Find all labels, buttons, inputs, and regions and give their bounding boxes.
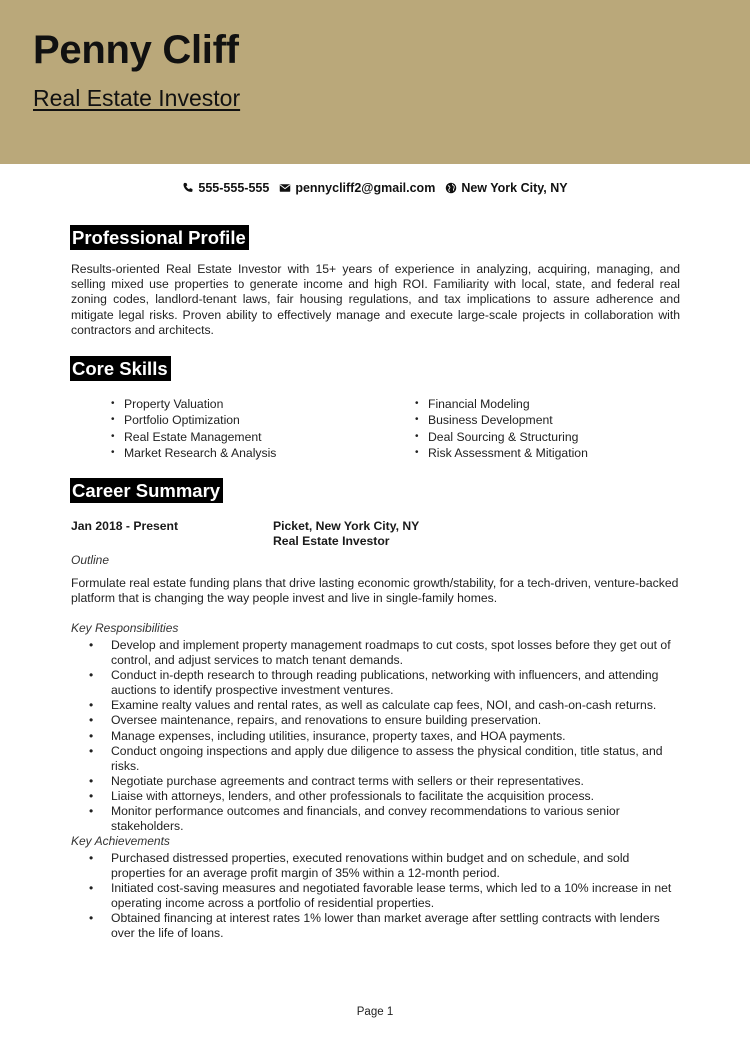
achievements-label: Key Achievements — [71, 834, 170, 848]
header-banner — [0, 0, 750, 164]
job-date: Jan 2018 - Present — [71, 519, 179, 533]
contact-location — [445, 181, 567, 195]
list-item: • Purchased distressed properties, executed renovations within budget and on schedule, and sold properties for an average profit margin of 35% within a 12-month period. — [111, 851, 683, 881]
candidate-role: Real Estate Investor — [33, 85, 241, 111]
skills-list-right — [415, 396, 588, 462]
section-title-profile: Professional Profile — [70, 225, 249, 250]
profile-text: Results-oriented Real Estate Investor with 15+ years of experience in analyzing, acquiring, managing, and selling mixed use properties to generate income and high ROI. Familiarity with local, state, and federal real zoning codes, landlord-tenant laws, fair housing regulations, and tax implications to assure adherence and mitigate legal risks. Proven ability to effectively manage and execute large-scale projects in collaboration with contractors and architects. — [71, 262, 680, 337]
phone-number: 555-555-555 — [198, 181, 270, 195]
job-title: Real Estate Investor — [273, 534, 390, 548]
list-item: • Initiated cost-saving measures and negotiated favorable lease terms, which led to a 10% increase in net operating income across a portfolio of residential properties. — [111, 881, 683, 911]
list-item: • Obtained financing at interest rates 1% lower than market average after settling contracts with lenders over the life of loans. — [111, 911, 683, 941]
skill-item: • Business Development — [415, 412, 588, 428]
responsibilities-label: Key Responsibilities — [71, 621, 179, 635]
skill-item: • Real Estate Management — [111, 429, 276, 445]
page-number: Page 1 — [356, 1006, 394, 1018]
section-title-career: Career Summary — [70, 478, 223, 503]
candidate-name: Penny Cliff — [33, 28, 239, 72]
list-item: • Manage expenses, including utilities, insurance, property taxes, and HOA payments. — [111, 729, 683, 744]
list-item: • Oversee maintenance, repairs, and renovations to ensure building preservation. — [111, 713, 683, 728]
skill-item: • Market Research & Analysis — [111, 445, 276, 461]
skill-item: • Risk Assessment & Mitigation — [415, 445, 588, 461]
envelope-icon — [279, 182, 291, 194]
contact-bar — [0, 181, 750, 195]
job-company: Picket, New York City, NY — [273, 519, 420, 533]
outline-text: Formulate real estate funding plans that drive lasting economic growth/stability, for a tech-driven, venture-backed platform that is changing the way people invest and live in single-family homes. — [71, 576, 679, 606]
list-item: • Conduct in-depth research to through reading publications, networking with influencers, and attending auctions to identify prospective investment ventures. — [111, 668, 683, 698]
skill-item: • Property Valuation — [111, 396, 276, 412]
location-text: New York City, NY — [461, 181, 568, 195]
list-item: • Develop and implement property management roadmaps to cut costs, spot losses before they get out of control, and adjust services to match tenant demands. — [111, 638, 683, 668]
skill-item: • Financial Modeling — [415, 396, 588, 412]
list-item: • Examine realty values and rental rates, as well as calculate cap fees, NOI, and cash-on-cash returns. — [111, 698, 683, 713]
globe-icon — [445, 182, 457, 194]
list-item: • Monitor performance outcomes and financials, and convey recommendations to various senior stakeholders. — [111, 804, 683, 834]
contact-phone — [182, 181, 269, 195]
list-item: • Liaise with attorneys, lenders, and other professionals to facilitate the acquisition process. — [111, 789, 683, 804]
email-address: pennycliff2@gmail.com — [295, 181, 436, 195]
contact-email — [279, 181, 435, 195]
achievements-list — [111, 851, 683, 942]
section-title-skills: Core Skills — [70, 356, 171, 381]
skills-list-left — [111, 396, 276, 462]
list-item: • Negotiate purchase agreements and contract terms with sellers or their representatives. — [111, 774, 683, 789]
list-item: • Conduct ongoing inspections and apply due diligence to assess the physical condition, title status, and risks. — [111, 744, 683, 774]
outline-label: Outline — [71, 553, 110, 567]
skill-item: • Deal Sourcing & Structuring — [415, 429, 588, 445]
responsibilities-list — [111, 638, 683, 834]
skill-item: • Portfolio Optimization — [111, 412, 276, 428]
phone-icon — [182, 182, 194, 194]
